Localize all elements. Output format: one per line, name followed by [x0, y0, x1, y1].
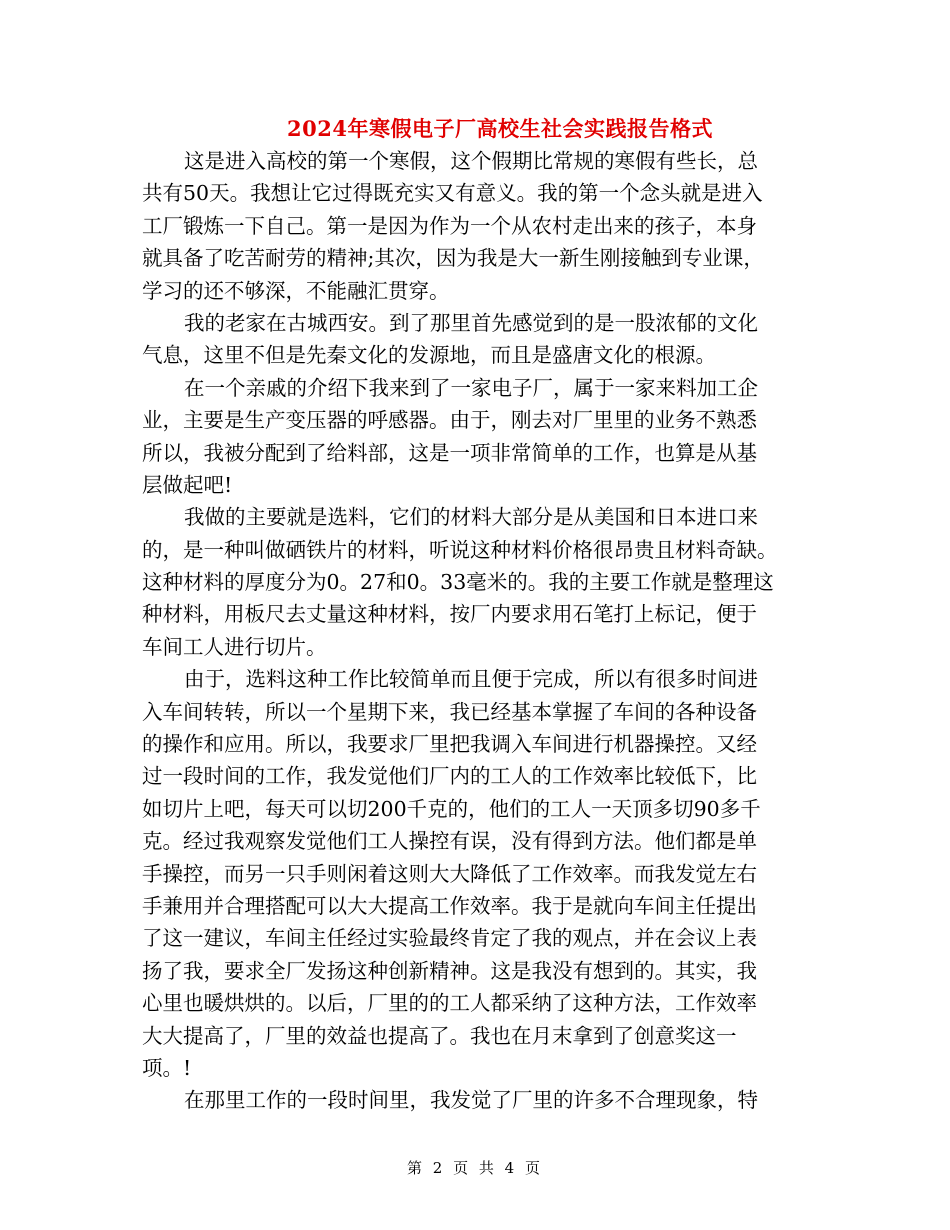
paragraph-line: 学习的还不够深，不能融汇贯穿。: [142, 278, 450, 303]
paragraph: [142, 145, 822, 307]
paragraph-line: 大大提高了，厂里的效益也提高了。我也在月末拿到了创意奖这一: [142, 1023, 737, 1048]
paragraph-line: 克。经过我观察发觉他们工人操控有误，没有得到方法。他们都是单: [142, 829, 757, 854]
page-footer: 第 2 页 共 4 页: [407, 1159, 543, 1177]
paragraph-line: 入车间转转，所以一个星期下来，我已经基本掌握了车间的各种设备: [142, 699, 757, 724]
paragraph-line: 业，主要是生产变压器的呼感器。由于，刚去对厂里里的业务不熟悉: [142, 408, 757, 433]
paragraph-line: 由于，选料这种工作比较简单而且便于完成，所以有很多时间进: [184, 667, 758, 692]
paragraph-line: 我的老家在古城西安。到了那里首先感觉到的是一股浓郁的文化: [184, 310, 758, 335]
paragraph-line: 层做起吧!: [142, 472, 233, 497]
paragraph-line: 的操作和应用。所以，我要求厂里把我调入车间进行机器操控。又经: [142, 732, 757, 757]
paragraph: [142, 307, 822, 372]
paragraph-line: 扬了我，要求全厂发扬这种创新精神。这是我没有想到的。其实，我: [142, 958, 757, 983]
paragraph-line: 的，是一种叫做硒铁片的材料，听说这种材料价格很昂贵且材料奇缺。: [142, 537, 778, 562]
paragraph-line: 所以，我被分配到了给料部，这是一项非常简单的工作，也算是从基: [142, 440, 757, 465]
paragraph: [142, 1084, 822, 1116]
paragraph-line: 在一个亲戚的介绍下我来到了一家电子厂，属于一家来料加工企: [184, 375, 758, 400]
paragraph-line: 项。!: [142, 1055, 192, 1080]
paragraph-line: 手操控，而另一只手则闲着这则大大降低了工作效率。而我发觉左右: [142, 861, 757, 886]
document-title: 2024年寒假电子厂高校生社会实践报告格式: [287, 116, 713, 141]
paragraph-line: 手兼用并合理搭配可以大大提高工作效率。我于是就向车间主任提出: [142, 893, 757, 918]
paragraph-line: 就具备了吃苦耐劳的精神;其次，因为我是大一新生刚接触到专业课，: [142, 246, 764, 271]
paragraph-line: 共有50天。我想让它过得既充实又有意义。我的第一个念头就是进入: [142, 181, 763, 206]
document-body: [142, 145, 822, 1117]
paragraph: [142, 372, 822, 502]
paragraph-line: 这是进入高校的第一个寒假，这个假期比常规的寒假有些长，总: [184, 149, 758, 173]
paragraph-line: 工厂锻炼一下自己。第一是因为作为一个从农村走出来的孩子，本身: [142, 213, 757, 238]
paragraph-line: 这种材料的厚度分为0。27和0。33毫米的。我的主要工作就是整理这: [142, 570, 774, 595]
paragraph: [142, 663, 822, 1084]
paragraph-line: 气息，这里不但是先秦文化的发源地，而且是盛唐文化的根源。: [142, 343, 716, 368]
paragraph-line: 种材料，用板尺去丈量这种材料，按厂内要求用石笔打上标记，便于: [142, 602, 757, 627]
paragraph: [142, 501, 822, 663]
paragraph-line: 过一段时间的工作，我发觉他们厂内的工人的工作效率比较低下，比: [142, 764, 757, 789]
paragraph-line: 如切片上吧，每天可以切200千克的，他们的工人一天顶多切90多千: [142, 796, 761, 821]
paragraph-line: 了这一建议，车间主任经过实验最终肯定了我的观点，并在会议上表: [142, 926, 757, 951]
paragraph-line: 我做的主要就是选料，它们的材料大部分是从美国和日本进口来: [184, 505, 758, 530]
paragraph-line: 车间工人进行切片。: [142, 634, 327, 659]
paragraph-line: 在那里工作的一段时间里，我发觉了厂里的许多不合理现象，特: [184, 1088, 758, 1113]
paragraph-line: 心里也暖烘烘的。以后，厂里的的工人都采纳了这种方法，工作效率: [142, 991, 757, 1016]
